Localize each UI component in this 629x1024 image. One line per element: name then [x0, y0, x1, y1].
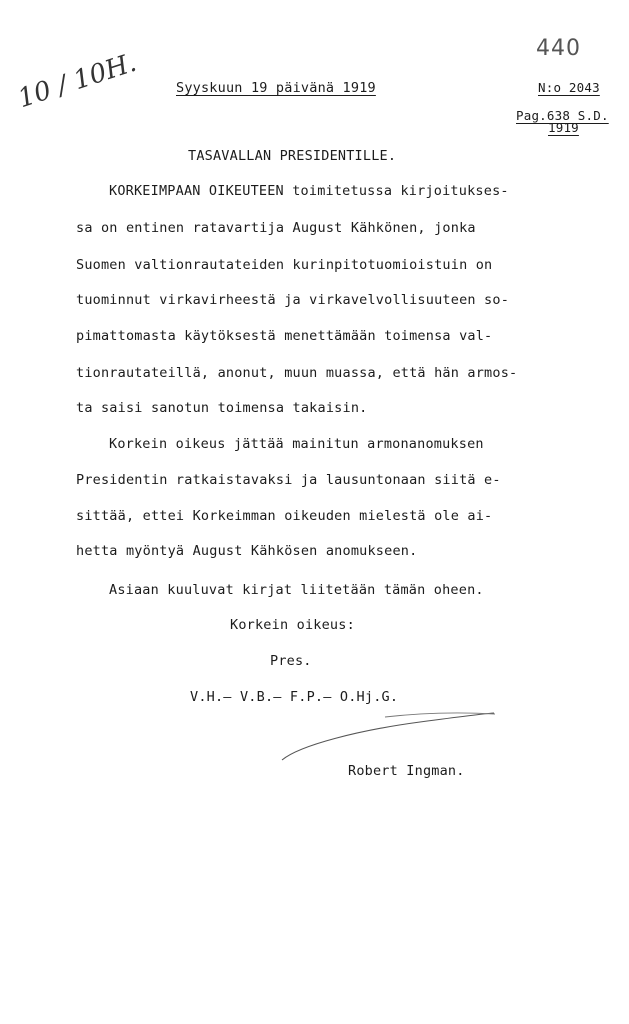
date-line: Syyskuun 19 päivänä 1919	[176, 80, 376, 96]
body-line: sittää, ettei Korkeimman oikeuden mielestä ole ai-	[76, 508, 493, 524]
handwritten-margin-note: 10 / 10H.	[14, 47, 141, 115]
body-line: Presidentin ratkaistavaksi ja lausuntonaan siitä e-	[76, 472, 501, 488]
reference-year: 1919	[548, 120, 579, 135]
reference-page: Pag.638 S.D.	[516, 108, 609, 123]
body-line: KORKEIMPAAN OIKEUTEEN toimitetussa kirjoitukses-	[109, 183, 509, 199]
signatory-name: Robert Ingman.	[348, 763, 465, 779]
addressee: TASAVALLAN PRESIDENTILLE.	[188, 148, 397, 164]
president-label: Pres.	[270, 653, 312, 669]
court-signoff: Korkein oikeus:	[230, 617, 355, 633]
members-initials: V.H.— V.B.— F.P.— O.Hj.G.	[190, 689, 399, 705]
body-line: sa on entinen ratavartija August Kähkönen, jonka	[76, 220, 476, 236]
page-number: 440	[536, 36, 581, 61]
body-line: tionrautateillä, anonut, muun muassa, että hän armos-	[76, 365, 518, 381]
body-line: hetta myöntyä August Kähkösen anomukseen.	[76, 543, 418, 559]
body-line: Korkein oikeus jättää mainitun armonanomuksen	[109, 436, 484, 452]
body-line: Asiaan kuuluvat kirjat liitetään tämän oheen.	[109, 582, 484, 598]
body-line: ta saisi sanotun toimensa takaisin.	[76, 400, 368, 416]
reference-number: N:o 2043	[538, 80, 600, 95]
body-line: Suomen valtionrautateiden kurinpitotuomioistuin on	[76, 257, 493, 273]
body-line: tuominnut virkavirheestä ja virkavelvollisuuteen so-	[76, 292, 510, 308]
body-line: pimattomasta käytöksestä menettämään toimensa val-	[76, 328, 493, 344]
